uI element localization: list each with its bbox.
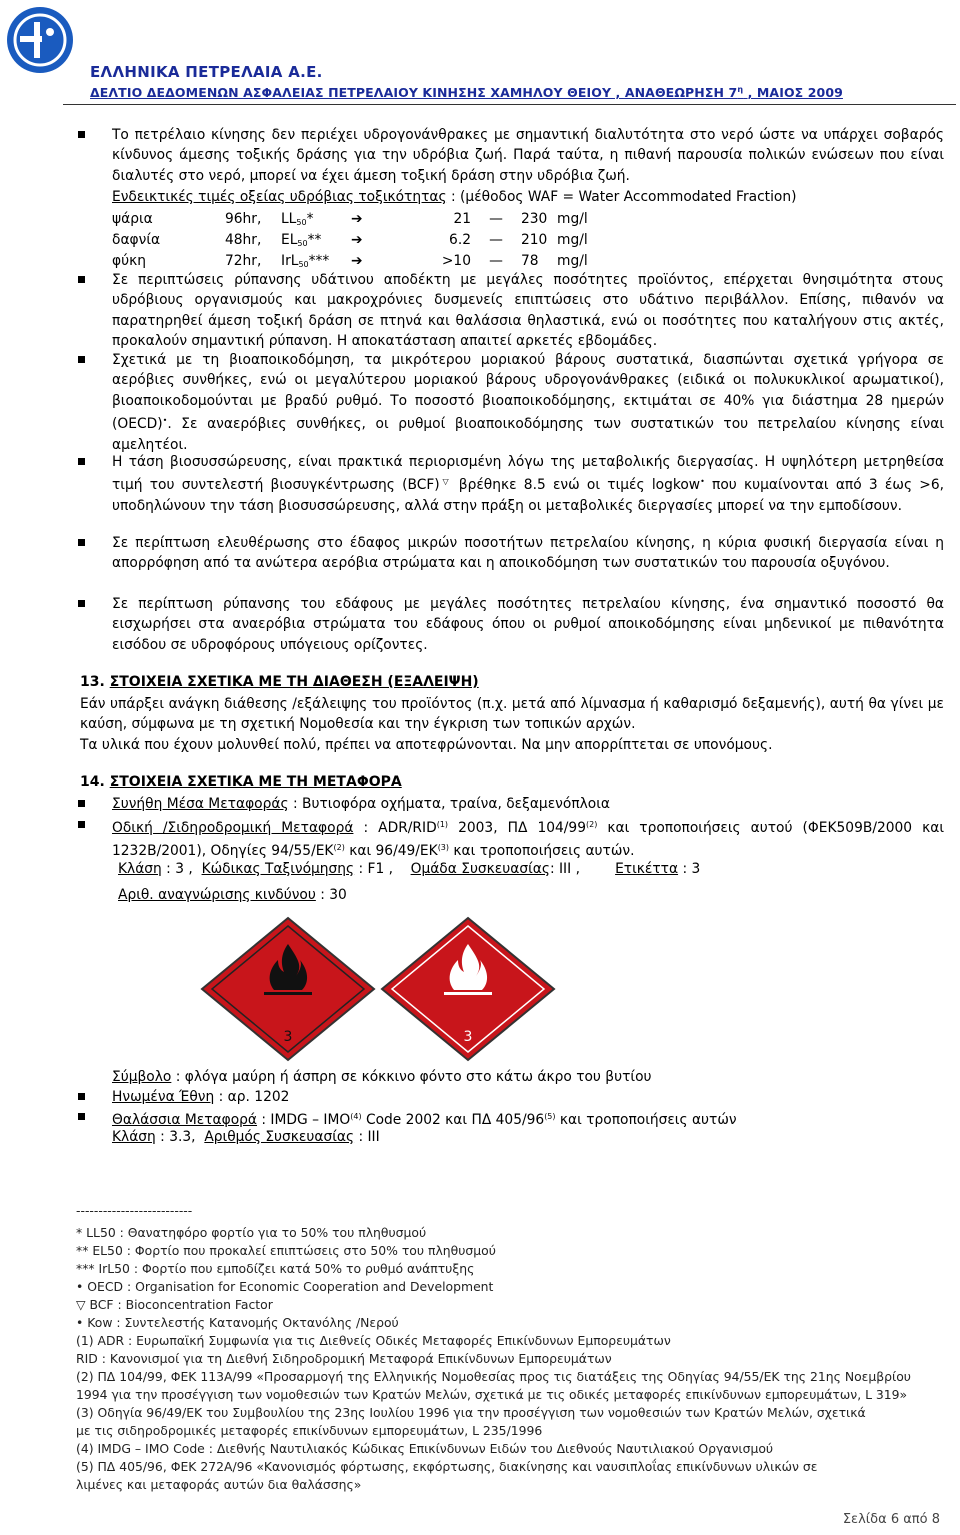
document-subtitle: ΔΕΛΤΙΟ ΔΕΔΟΜΕΝΩΝ ΑΣΦΑΛΕΙΑΣ ΠΕΤΡΕΛΑΙΟΥ ΚΙΝΗΣΗΣ ΧΑΜΗΛΟΥ ΘΕΙΟΥ , ΑΝΑΘΕΩΡΗΣΗ $7^\eta$ , ΜΑΙΟΣ 2009 [90,85,843,100]
bullet-sea-transport: Θαλάσσια Μεταφορά : IMDG – IMO$^{(4)}$ Code 2002 και ΠΔ 405/96$^{(5)}$ και τροποποιήσεις αυτών [80,1107,944,1130]
flammable-diamond-white [378,914,558,1064]
table-row: ψάρια 96hr, $LL_{50}*$ ➔ 21 — 230 mg/l [112,208,588,229]
table-row: δαφνία 48hr, $EL_{50}**$ ➔ 6.2 — 210 mg/l [112,229,588,250]
arrow-icon: ➔ [351,252,363,269]
arrow-icon: ➔ [351,210,363,227]
company-logo [6,6,74,74]
sea-class-line: Κλάση : 3.3, Αριθμός Συσκευασίας : III [112,1129,380,1145]
bullet-un: Ηνωμένα Έθνη : αρ. 1202 [80,1087,944,1107]
bullet-pollution: Σε περιπτώσεις ρύπανσης υδάτινου αποδέκτη με μεγάλες ποσότητες προϊόντος, επέρχεται θνησιμότητα στους υδρόβιους οργανισμούς και μακροχρόνιες δυσμενείς επιπτώσεις στο υδάτινο περιβάλλον. Επίσης, πιθανόν να παρατηρηθεί άμεση τοξική δράση σε πτηνά και θαλάσσια θηλαστικά, ενώ οι ποσότητες που καταλήγουν στις ακτές, προκαλούν σημαντική ρύπανση. Η αποκατάσταση απαιτεί αρκετές εβδομάδες. [80,270,944,352]
bullet-bioaccumulation: Η τάση βιοσυσσώρευσης, είναι πρακτικά περιορισμένη λόγω της μεταβολικής διεργασίας. Η υψηλότερη μετρηθείσα τιμή του συντελεστή βιοσυγκέντρωσης (BCF)▽ βρέθηκε 8.5 ενώ οι τιμές logkow• που κυμαίνονται από 3 έως >6, υποδηλώνουν την τάση βιοσυσσώρευσης, αλλά στην πράξη οι μεταβολικές διεργασίες μπορεί να την εμποδίσουν. [80,452,944,516]
bullet-soil-large: Σε περίπτωση ρύπανσης του εδάφους με μεγάλες ποσότητες πετρελαίου κίνησης, ένα σημαντικό ποσοστό θα εισχωρήσει στα αναερόβια στρώματα του εδάφους όπου οι ρυθμοί αποικοδόμησης είναι μηδενικοί με πιθανότητα εισόδου σε υδροφόρους υπόγειους ορίζοντες. [80,594,944,655]
footnote-list: * LL50 : Θανατηφόρο φορτίο για το 50% του πληθυσμού ** EL50 : Φορτίο που προκαλεί επιπτώσεις στο 50% του πληθυσμού *** IrL50 : Φορτίο που εμποδίζει κατά 50% το ρυθμό ανάπτυξης • OECD : Organisation for Economic Cooperation and Development ▽ BCF : Bioconcentration Factor • Kow : Συντελεστής Κατανομής Οκτανόλης /Νερού (1) ADR : Ευρωπαϊκή Συμφωνία για τις Διεθνείς Οδικές Μεταφορές Επικίνδυνων Εμπορευμάτων RID : Κανονισμοί για τη Διεθνή Σιδηροδρομική Μεταφορά Επικίνδυνων Εμπορευμάτων (2) ΠΔ 104/99, ΦΕΚ 113Α/99 «Προσαρμογή της Ελληνικής Νομοθεσίας προς τις διατάξεις της Οδηγίας 94/55/ΕΚ της 21ης Νοεμβρίου 1994 για την προσέγγιση των νομοθεσιών των Κρατών Μελών, σχετικά με τις οδικές μεταφορές επικίνδυνων εμπορευμάτων, L 319» (3) Οδηγία 96/49/ΕΚ του Συμβουλίου της 23ης Ιουλίου 1996 για την προσέγγιση των νομοθεσιών των Κρατών Μελών, σχετικά με τις σιδηροδρομικές μεταφορές επικίνδυνων εμπορευμάτων, L 235/1996 (4) IMDG – IMO Code : Διεθνής Ναυτιλιακός Κώδικας Επικίνδυνων Ειδών του Διεθνούς Ναυτιλιακού Οργανισμού (5) ΠΔ 405/96, ΦΕΚ 272Α/96 «Κανονισμός φόρτωσης, εκφόρτωσης, διακίνησης και ναυσιπλοΐας επικίνδυνων υλικών σε λιμένες και μεταφοράς αυτών δια θαλάσσης» [76,1225,911,1492]
arrow-icon: ➔ [351,231,363,248]
section-13-text: Εάν υπάρξει ανάγκη διάθεσης /εξάλειψης του προϊόντος (π.χ. μετά από λίμνασμα ή καθαρισμό δεξαμενής), αυτή θα γίνει με καύση, σύμφωνα με τη σχετική Νομοθεσία και την έγκριση των τοπικών αρχών. [80,696,944,733]
bullet-soil-small: Σε περίπτωση ελευθέρωσης στο έδαφος μικρών ποσοτήτων πετρελαίου κίνησης, η κύρια φυσική διεργασία είναι η απορρόφηση από τα ανώτερα αερόβια στρώματα και η αποικοδόμηση των συστατικών του παρουσία οξυγόνου. [80,533,944,574]
section-14-heading: 14. ΣΤΟΙΧΕΙΑ ΣΧΕΤΙΚΑ ΜΕ ΤΗ ΜΕΤΑΦΟΡΑ [80,774,402,790]
section-13-heading: 13. ΣΤΟΙΧΕΙΑ ΣΧΕΤΙΚΑ ΜΕ ΤΗ ΔΙΑΘΕΣΗ (ΕΞΑΛΕΙΨΗ) [80,674,479,690]
toxicity-heading: Ενδεικτικές τιμές οξείας υδρόβιας τοξικότητας : (μέθοδος WAF = Water Accommodated Fraction) [112,189,797,205]
svg-text:3: 3 [283,1029,293,1045]
page-number: Σελίδα 6 από 8 [842,1512,940,1527]
header-rule [63,104,956,105]
hazard-number-line: Αριθ. αναγνώρισης κινδύνου : 30 [118,887,347,903]
bullet-no-hydrocarbons: Το πετρέλαιο κίνησης δεν περιέχει υδρογονάνθρακες με σημαντική διαλυτότητα στο νερό ώστε να υπάρχει σοβαρός κίνδυνος άμεσης τοξικής δράσης για την υδρόβια ζωή. Παρά ταύτα, η πιθανή παρουσία πολικών ενώσεων που είναι διαλυτές στο νερό, μπορεί να έχει άμεση τοξική δράση στην υδρόβια ζωή. [80,125,944,186]
company-name: ΕΛΛΗΝΙΚΑ ΠΕΤΡΕΛΑΙΑ Α.Ε. [90,63,323,81]
toxicity-table [112,208,588,271]
flammable-diamond-black [198,914,378,1064]
footnote-rule: -------------------------- [76,1203,193,1218]
classification-line: Κλάση : 3 , Κώδικας Ταξινόμησης : F1 , Ομάδα Συσκευασίας: III , Ετικέττα : 3 [118,861,701,877]
bullet-biodegradation: Σχετικά με τη βιοαποικοδόμηση, τα μικρότερου μοριακού βάρους συστατικά, διασπώνται σχετικά γρήγορα σε αερόβιες συνθήκες, ενώ οι μεγαλύτερου μοριακού βάρους υδρογονάνθρακες (ειδικά οι πολυκυκλικοί αρωματικοί), βιοαποικοδομούνται με βραδύ ρυθμό. Το ποσοστό βιοαποικοδόμησης, εκτιμάται σε 40% για διάστημα 28 ημερών (OECD)•. Σε αναερόβιες συνθήκες, οι ρυθμοί βιοαποικοδόμησης των συστατικών του πετρελαίου κίνησης είναι αμελητέοι. [80,350,944,455]
symbol-line: Σύμβολο : φλόγα μαύρη ή άσπρη σε κόκκινο φόντο στο κάτω άκρο του βυτίου [112,1069,652,1085]
bullet-road-transport: Οδική /Σιδηροδρομική Μεταφορά : ADR/RID$^{(1)}$ 2003, ΠΔ 104/99$^{(2)}$ και τροποποιήσεις αυτού (ΦΕΚ509Β/2000 και 1232Β/2001), Οδηγίες 94/55/ΕΚ$^{(2)}$ και 96/49/ΕΚ$^{(3)}$ και τροποποιήσεις αυτών. [80,815,944,862]
bullet-usual-transport: Συνήθη Μέσα Μεταφοράς : Βυτιοφόρα οχήματα, τραίνα, δεξαμενόπλοια [80,794,944,814]
table-row: φύκη 72hr, IrL$_{50}$*** ➔ >10 — 78 mg/l [112,250,588,271]
svg-text:3: 3 [463,1029,473,1045]
section-13-text-2: Τα υλικά που έχουν μολυνθεί πολύ, πρέπει να αποτεφρώνονται. Να μην απορρίπτεται σε υπονόμους. [80,737,773,753]
